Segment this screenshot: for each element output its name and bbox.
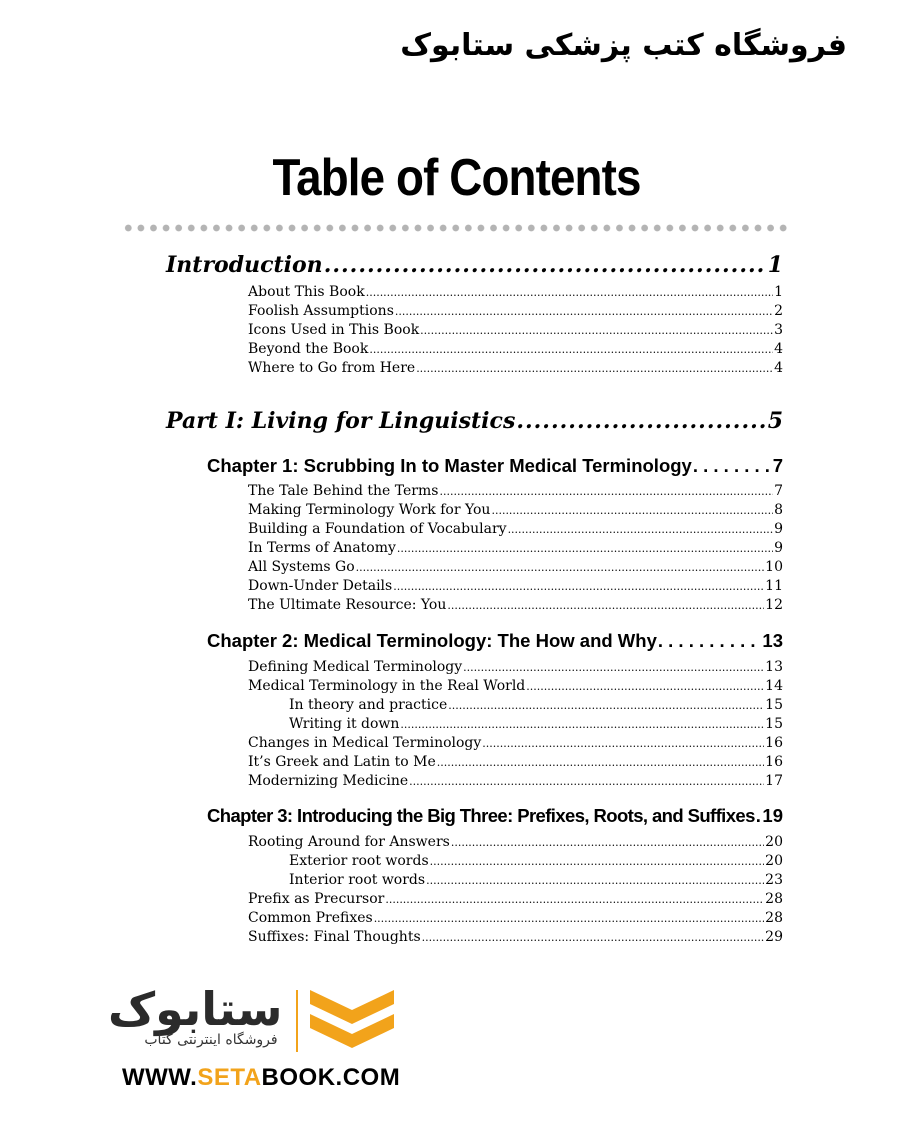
toc-entry-label: The Tale Behind the Terms xyxy=(248,483,439,499)
toc-section[interactable] xyxy=(248,284,783,300)
dot-leader xyxy=(395,303,773,319)
page-title: Table of Contents xyxy=(272,149,641,207)
toc-entry-label: Beyond the Book xyxy=(248,341,369,357)
toc-section[interactable] xyxy=(248,502,783,518)
dot-leader xyxy=(491,502,773,518)
toc-entry-label: Down-Under Details xyxy=(248,578,393,594)
toc-subsection[interactable] xyxy=(289,697,783,713)
toc-entry-label: Exterior root words xyxy=(289,853,429,869)
dot-leader xyxy=(397,540,773,556)
toc-page-number: 9 xyxy=(774,521,783,537)
toc-section[interactable] xyxy=(248,597,783,613)
dot-leader xyxy=(393,578,764,594)
toc-entry-label: The Ultimate Resource: You xyxy=(248,597,447,613)
toc-entry-label: Defining Medical Terminology xyxy=(248,659,463,675)
toc-entry-label: Modernizing Medicine xyxy=(248,773,409,789)
toc-entry-label: Writing it down xyxy=(289,716,400,732)
dot-leader xyxy=(366,284,773,300)
toc-section[interactable] xyxy=(248,773,783,789)
dot-leader xyxy=(400,716,764,732)
toc-chapter-1[interactable] xyxy=(207,455,783,477)
dot-leader xyxy=(508,521,774,537)
toc-section[interactable] xyxy=(248,678,783,694)
dot-leader xyxy=(385,891,764,907)
dot-leader xyxy=(447,597,764,613)
toc-subsection[interactable] xyxy=(289,872,783,888)
toc-page-number: 20 xyxy=(765,834,783,850)
toc-entry-label: Icons Used in This Book xyxy=(248,322,420,338)
dot-leader xyxy=(451,834,764,850)
toc-page-number: 20 xyxy=(765,853,783,869)
toc-entry-label: Building a Foundation of Vocabulary xyxy=(248,521,507,537)
dot-leader xyxy=(482,735,764,751)
toc-entry-label: Common Prefixes xyxy=(248,910,373,926)
toc-section[interactable] xyxy=(248,360,783,376)
toc-page-number: 11 xyxy=(765,578,783,594)
toc-page-number: 8 xyxy=(774,502,783,518)
toc-entry-label: All Systems Go xyxy=(248,559,355,575)
chevron-logo-icon xyxy=(306,984,398,1054)
toc-page-number: 7 xyxy=(774,483,783,499)
toc-page-number: 12 xyxy=(765,597,783,613)
toc-section[interactable] xyxy=(248,303,783,319)
toc-page-number: 7 xyxy=(772,455,783,476)
dot-leader xyxy=(658,630,762,652)
toc-page-number: 2 xyxy=(774,303,783,319)
toc-section[interactable] xyxy=(248,754,783,770)
toc-entry-label: In theory and practice xyxy=(289,697,448,713)
logo-wordmark: ستابوک xyxy=(108,982,283,1036)
dot-leader xyxy=(430,853,765,869)
toc-page-number: 28 xyxy=(765,910,783,926)
toc-page-number: 16 xyxy=(765,754,783,770)
toc-entry-label: Introduction xyxy=(166,252,323,278)
dot-leader xyxy=(416,360,773,376)
toc-page-number: 3 xyxy=(774,322,783,338)
toc-entry-label: Medical Terminology in the Real World xyxy=(248,678,526,694)
dot-leader xyxy=(693,455,772,477)
toc-section[interactable] xyxy=(248,578,783,594)
toc-section[interactable] xyxy=(248,483,783,499)
toc-part-1[interactable] xyxy=(166,408,783,434)
dot-leader xyxy=(516,408,766,434)
toc-page-number: 14 xyxy=(765,678,783,694)
website-url[interactable] xyxy=(122,1064,400,1092)
url-prefix: WWW. xyxy=(122,1064,198,1091)
toc-entry-label: Foolish Assumptions xyxy=(248,303,394,319)
toc-entry-label: In Terms of Anatomy xyxy=(248,540,396,556)
toc-entry-label: Part I: Living for Linguistics xyxy=(166,408,516,434)
toc-subsection[interactable] xyxy=(289,716,783,732)
dot-leader xyxy=(422,929,765,945)
toc-page-number: 28 xyxy=(765,891,783,907)
toc-page-number: 4 xyxy=(774,341,783,357)
toc-section[interactable] xyxy=(248,834,783,850)
toc-section[interactable] xyxy=(248,521,783,537)
dot-leader xyxy=(369,341,773,357)
toc-page-number: 16 xyxy=(765,735,783,751)
toc-section[interactable] xyxy=(248,735,783,751)
toc-page-number: 10 xyxy=(765,559,783,575)
dot-leader xyxy=(324,252,767,278)
toc-page-number: 1 xyxy=(767,252,783,278)
toc-page-number: 19 xyxy=(762,805,783,826)
toc-entry-label: Chapter 1: Scrubbing In to Master Medical Terminology xyxy=(207,455,692,476)
logo-subtitle: فروشگاه اینترنتی کتاب xyxy=(144,1032,278,1048)
dot-leader xyxy=(526,678,764,694)
toc-entry-label: Chapter 3: Introducing the Big Three: Prefixes, Roots, and Suffixes xyxy=(207,805,755,826)
dot-leader xyxy=(356,559,765,575)
toc-section[interactable] xyxy=(248,910,783,926)
dot-leader xyxy=(426,872,764,888)
dot-leader xyxy=(448,697,764,713)
toc-part-introduction[interactable] xyxy=(166,252,783,278)
toc-page-number: 13 xyxy=(762,630,783,651)
dot-leader xyxy=(463,659,764,675)
url-suffix: BOOK.COM xyxy=(261,1064,401,1091)
toc-page-number: 17 xyxy=(765,773,783,789)
toc-section[interactable] xyxy=(248,659,783,675)
toc-page-number: 1 xyxy=(774,284,783,300)
dot-leader xyxy=(374,910,764,926)
toc-page-number: 13 xyxy=(765,659,783,675)
toc-section[interactable] xyxy=(248,559,783,575)
toc-section[interactable] xyxy=(248,540,783,556)
toc-page-number: 4 xyxy=(774,360,783,376)
logo-divider xyxy=(296,990,298,1052)
toc-section[interactable] xyxy=(248,341,783,357)
toc-entry-label: Interior root words xyxy=(289,872,426,888)
dot-leader xyxy=(420,322,773,338)
toc-page-number: 15 xyxy=(765,697,783,713)
toc-page-number: 23 xyxy=(765,872,783,888)
dotted-divider xyxy=(122,223,790,233)
toc-entry-label: Making Terminology Work for You xyxy=(248,502,491,518)
toc-entry-label: Chapter 2: Medical Terminology: The How and Why xyxy=(207,630,657,651)
toc-page-number: 5 xyxy=(767,408,783,434)
dot-leader xyxy=(409,773,764,789)
toc-entry-label: Changes in Medical Terminology xyxy=(248,735,482,751)
toc-section[interactable] xyxy=(248,929,783,945)
toc-chapter-2[interactable] xyxy=(207,630,783,652)
store-header: فروشگاه کتب پزشکی ستابوک xyxy=(400,28,847,63)
dot-leader xyxy=(756,805,762,827)
toc-entry-label: It’s Greek and Latin to Me xyxy=(248,754,436,770)
url-accent: SETA xyxy=(197,1064,262,1091)
toc-page-number: 29 xyxy=(765,929,783,945)
toc-entry-label: Where to Go from Here xyxy=(248,360,416,376)
toc-entry-label: Rooting Around for Answers xyxy=(248,834,450,850)
toc-section[interactable] xyxy=(248,322,783,338)
toc-entry-label: About This Book xyxy=(248,284,365,300)
toc-page-number: 15 xyxy=(765,716,783,732)
toc-subsection[interactable] xyxy=(289,853,783,869)
dot-leader xyxy=(437,754,764,770)
toc-entry-label: Suffixes: Final Thoughts xyxy=(248,929,421,945)
toc-entry-label: Prefix as Precursor xyxy=(248,891,385,907)
dot-leader xyxy=(439,483,773,499)
toc-page-number: 9 xyxy=(774,540,783,556)
toc-section[interactable] xyxy=(248,891,783,907)
toc-chapter-3[interactable] xyxy=(207,805,783,827)
